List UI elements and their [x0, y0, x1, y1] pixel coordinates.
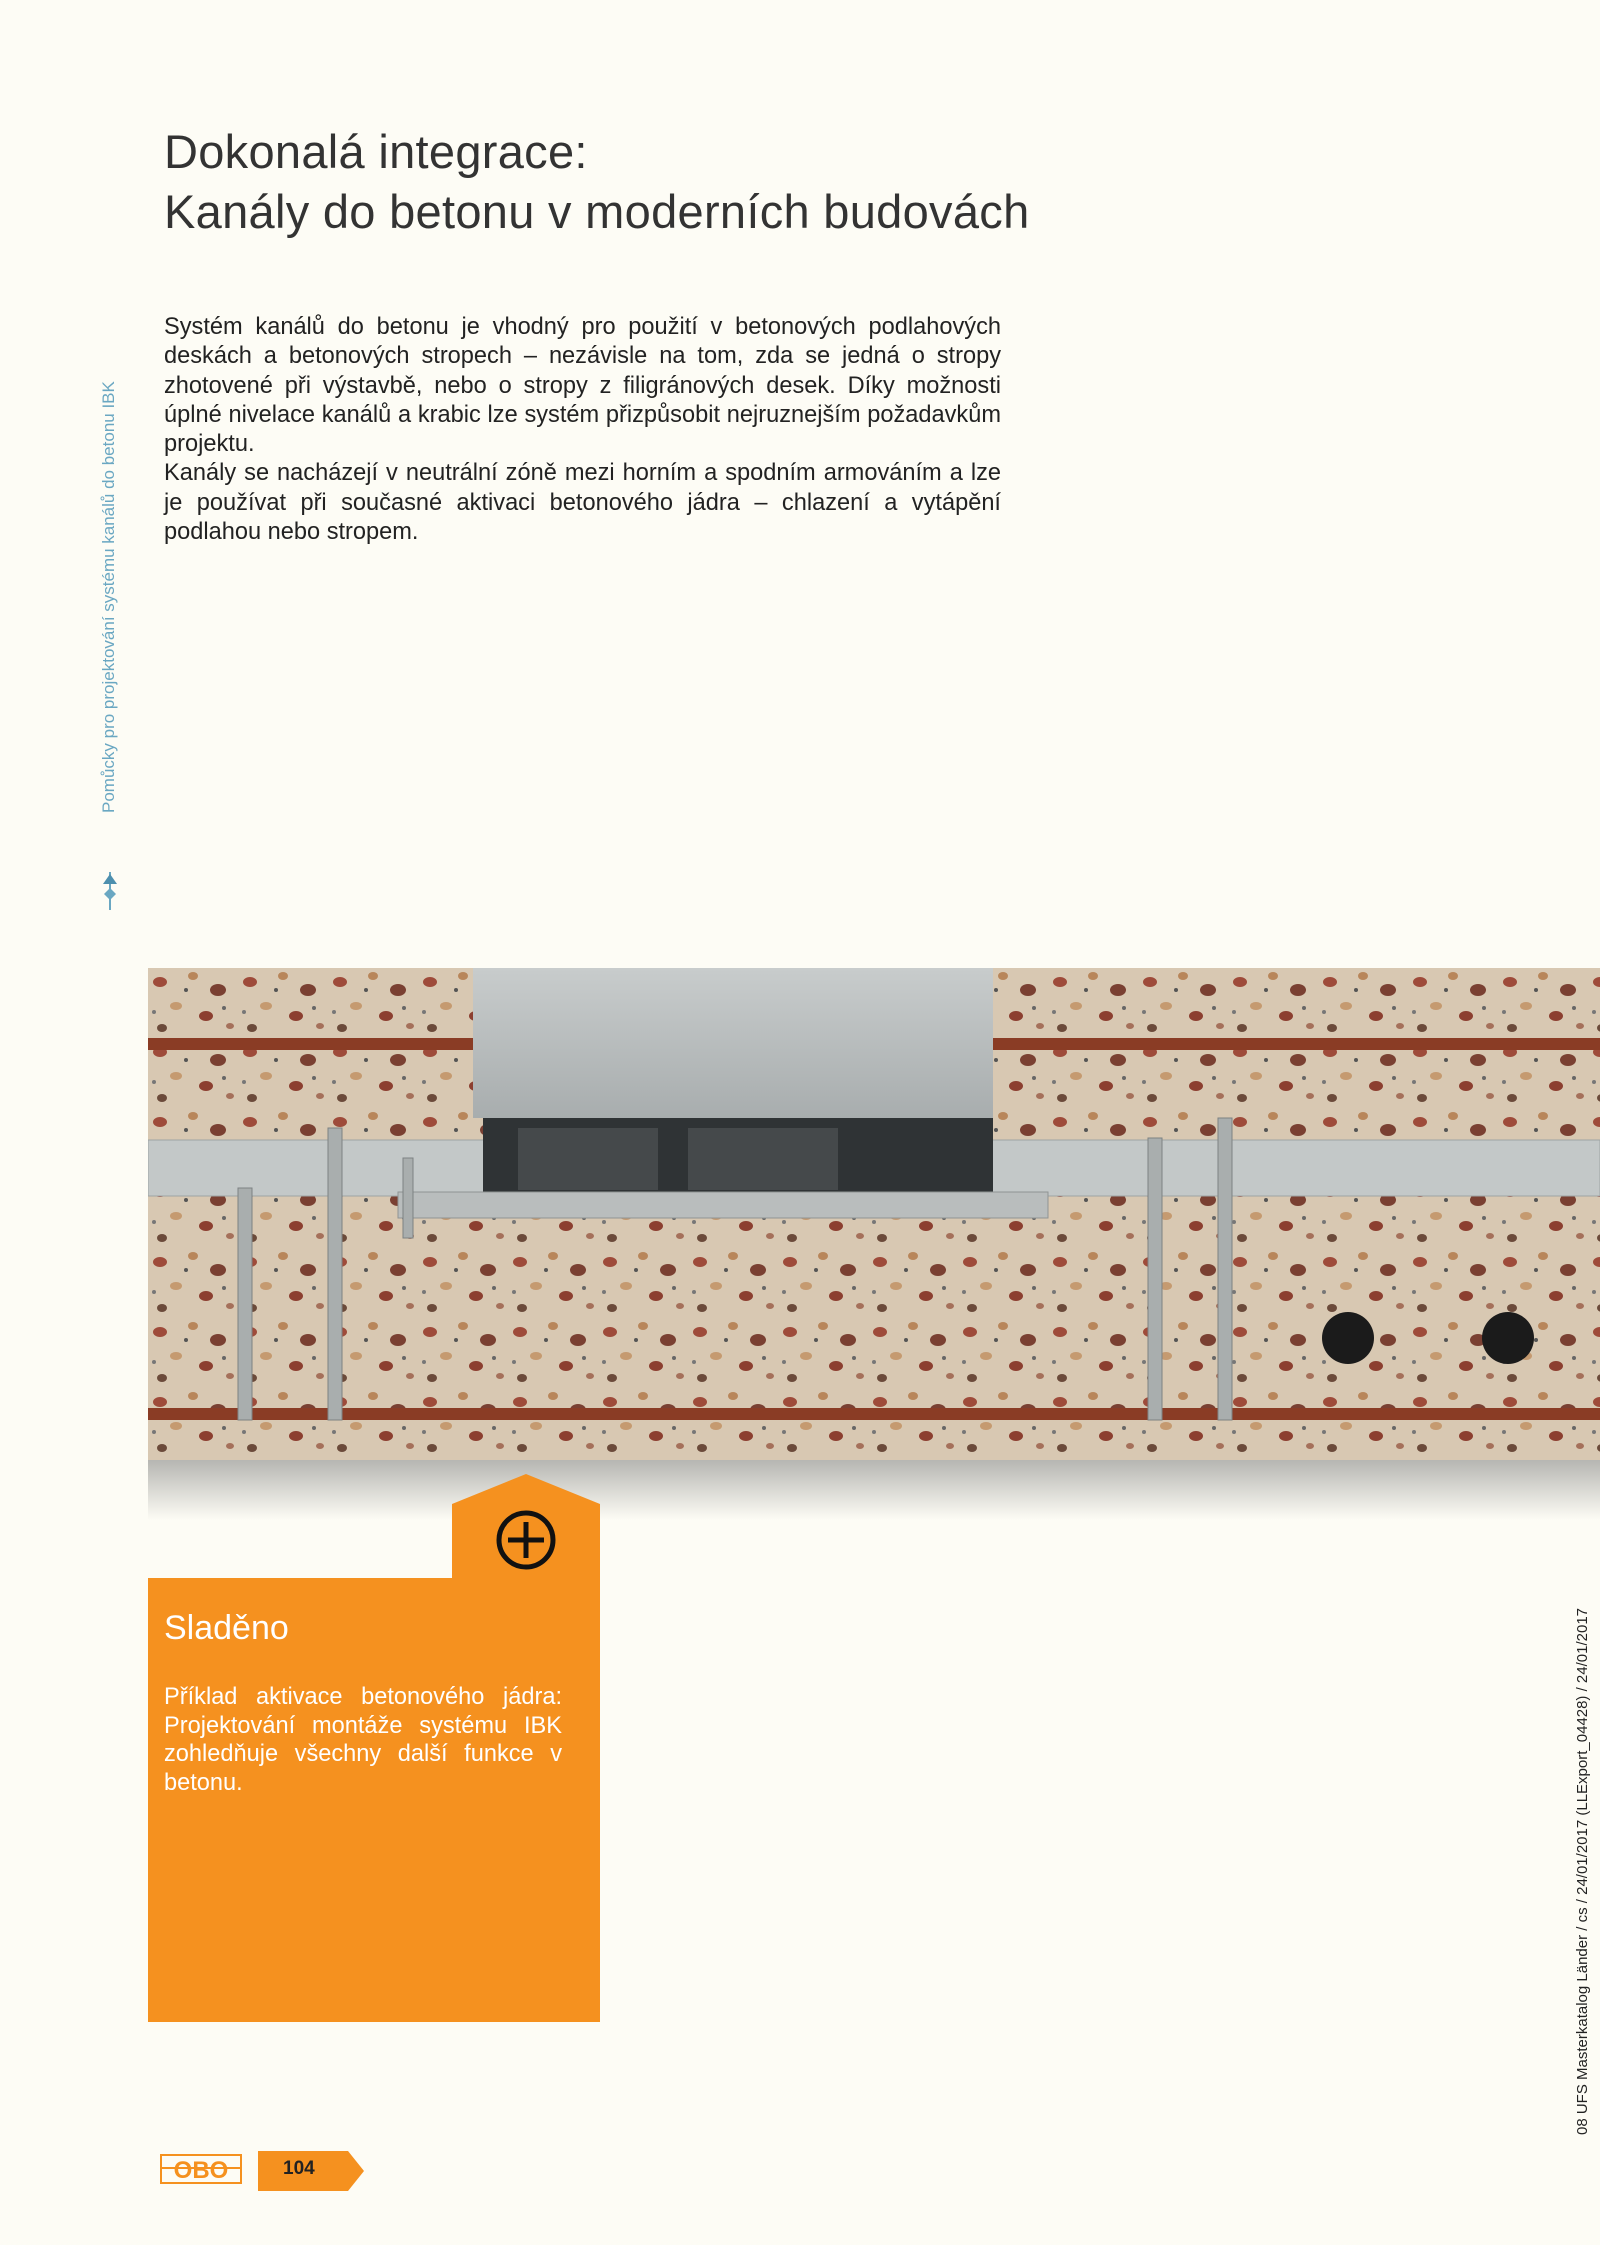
page-number: 104 [283, 2158, 315, 2179]
callout-text: Příklad aktivace betonového jádra: Projektování montáže systému IBK zohledňuje všechny další funkce v betonu. [164, 1684, 562, 1796]
concrete-cross-section-photo [148, 968, 1600, 1460]
photo-fade [148, 1460, 1600, 1520]
print-meta: 08 UFS Masterkatalog Länder / cs / 24/01/2017 (LLExport_04428) / 24/01/2017 [1574, 1607, 1591, 2135]
callout-title: Sladěno [164, 1609, 289, 1647]
sidebar-label: Pomůcky pro projektování systému kanálů do betonu IBK [99, 381, 118, 813]
title-line-2: Kanály do betonu v moderních budovách [164, 185, 1030, 238]
intro-text [164, 313, 1001, 547]
intro-paragraph-1: Systém kanálů do betonu je vhodný pro použití v betonových podlahových deskách a betonových stropech – nezávisle na tom, zda se jedná o stropy zhotovené při výstavbě, nebo o stropy z filigránových desek. Díky možnosti úplné nivelace kanálů a krabic lze systém přizpůsobit nejruznejším požadavkům projektu. [164, 314, 1001, 458]
page-title [164, 122, 1030, 242]
title-line-1: Dokonalá integrace: [164, 125, 588, 178]
obo-logo [160, 2154, 242, 2184]
intro-paragraph-2: Kanály se nacházejí v neutrální zóně mezi horním a spodním armováním a lze je používat při současné aktivaci betonového jádra – chlazení a vytápění podlahou nebo stropem. [164, 460, 1001, 546]
plus-circle-icon [494, 1508, 558, 1572]
arrow-icon [101, 870, 119, 912]
logo-text: OBO [173, 2157, 229, 2184]
